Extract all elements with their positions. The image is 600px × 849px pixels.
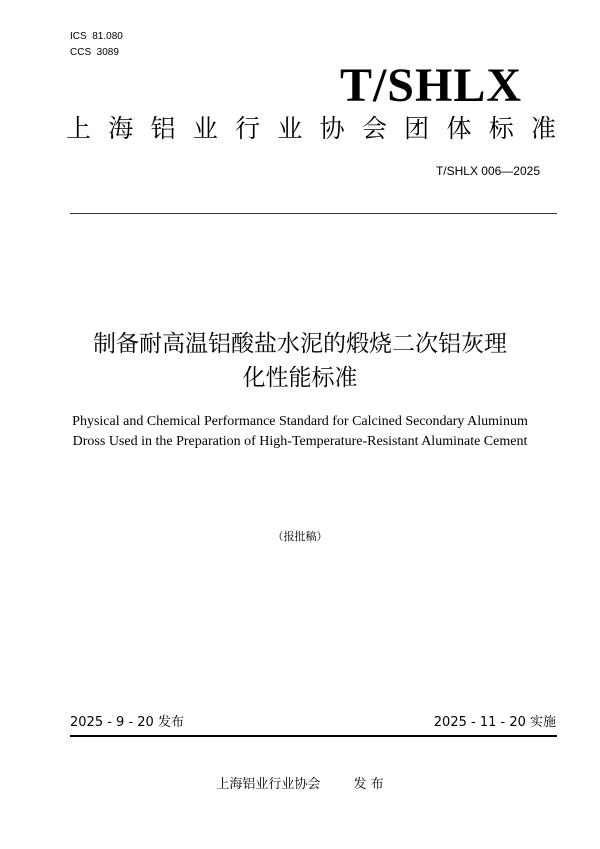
publish-action: 发 布 — [353, 777, 384, 792]
organization-standard-title: 上海铝业行业协会团体标准 — [66, 114, 556, 143]
chinese-title-line-1: 制备耐高温铝酸盐水泥的煅烧二次铝灰理 — [93, 331, 507, 357]
ics-code: ICS 81.080 — [70, 31, 123, 42]
standard-brand: T/SHLX — [339, 59, 522, 112]
draft-status-label: （报批稿） — [272, 530, 328, 543]
header-divider — [70, 213, 557, 214]
chinese-title-line-2: 化性能标准 — [242, 365, 358, 391]
footer-divider — [70, 735, 557, 737]
english-title-line-1: Physical and Chemical Performance Standard for Calcined Secondary Aluminum — [72, 414, 528, 429]
document-number: T/SHLX 006—2025 — [435, 164, 540, 178]
issue-date: 2025 - 9 - 20 发布 — [70, 715, 184, 730]
ccs-code: CCS 3089 — [70, 47, 119, 58]
english-title — [60, 412, 540, 452]
english-title-line-2: Dross Used in the Preparation of High-Temperature-Resistant Aluminate Cement — [72, 434, 528, 449]
implementation-date: 2025 - 11 - 20 实施 — [433, 715, 556, 730]
classification-codes — [70, 29, 123, 61]
chinese-title — [60, 327, 540, 395]
publisher-line — [0, 776, 600, 794]
publisher-name: 上海铝业行业协会 — [216, 777, 321, 792]
